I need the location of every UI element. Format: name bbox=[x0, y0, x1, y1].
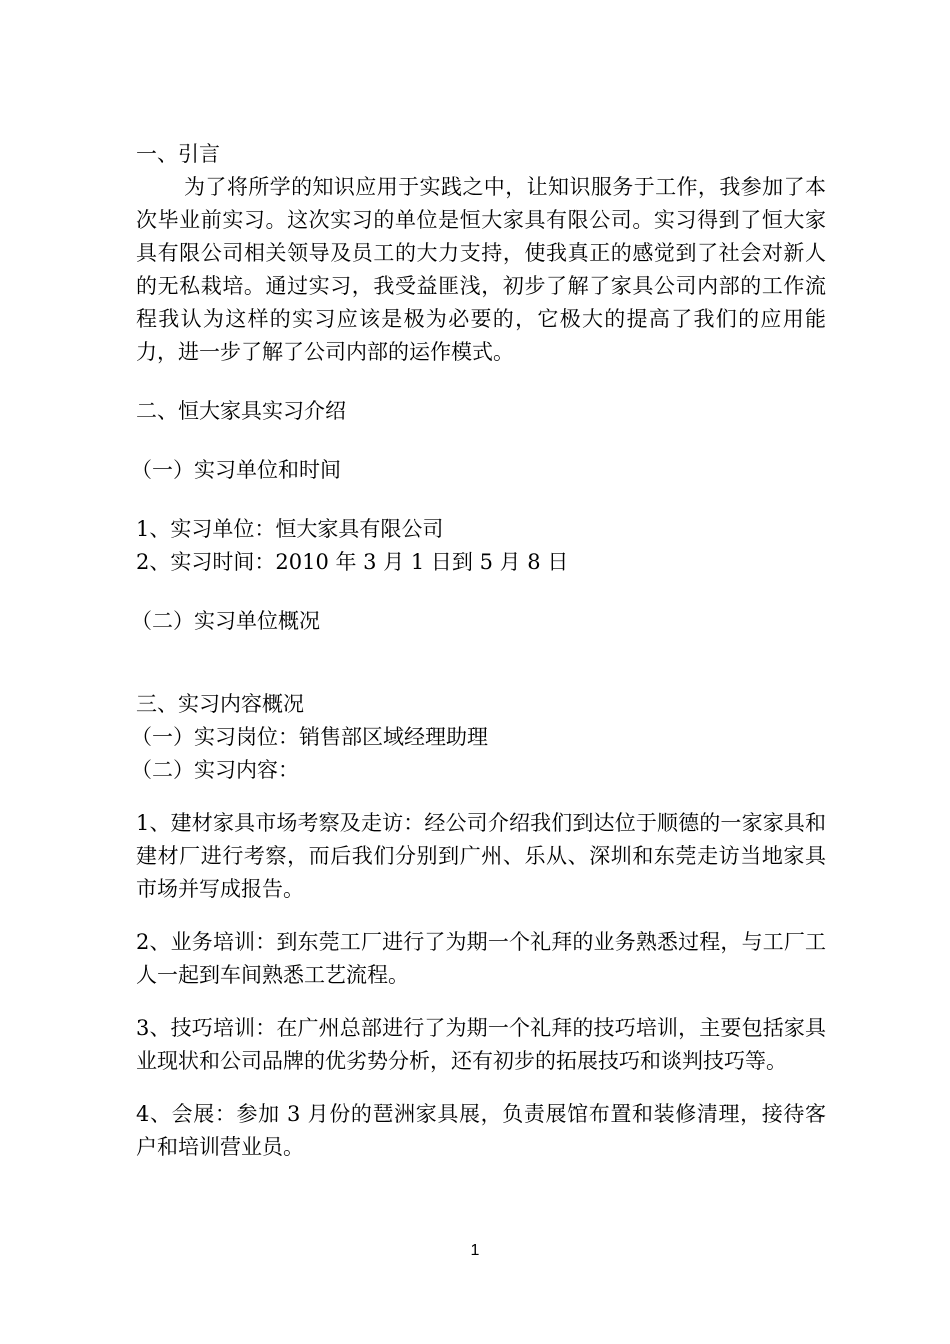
content-item-business-training: 2、业务培训：到东莞工厂进行了为期一个礼拜的业务熟悉过程，与工厂工人一起到车间熟悉工艺流程。 bbox=[136, 930, 826, 987]
item-internship-time: 2、实习时间：2010 年 3 月 1 日到 5 月 8 日 bbox=[136, 550, 569, 574]
subheading-internship-position: （一）实习岗位：销售部区域经理助理 bbox=[131, 725, 488, 749]
section-heading-internship-intro: 二、恒大家具实习介绍 bbox=[136, 399, 346, 423]
document-body bbox=[131, 138, 826, 1164]
section-heading-introduction: 一、引言 bbox=[136, 142, 220, 166]
content-item-market-survey: 1、建材家具市场考察及走访：经公司介绍我们到达位于顺德的一家家具和建材厂进行考察，而后我们分别到广州、乐从、深圳和东莞走访当地家具市场并写成报告。 bbox=[136, 811, 826, 901]
subheading-unit-and-time: （一）实习单位和时间 bbox=[131, 458, 341, 482]
section-heading-content-overview: 三、实习内容概况 bbox=[136, 692, 304, 716]
content-item-exhibition: 4、会展：参加 3 月份的琶洲家具展，负责展馆布置和装修清理，接待客户和培训营业员。 bbox=[136, 1102, 826, 1159]
subheading-internship-content: （二）实习内容： bbox=[131, 758, 299, 782]
introduction-paragraph: 为了将所学的知识应用于实践之中，让知识服务于工作，我参加了本次毕业前实习。这次实习的单位是恒大家具有限公司。实习得到了恒大家具有限公司相关领导及员工的大力支持，使我真正的感觉到了社会对新人的无私栽培。通过实习，我受益匪浅，初步了解了家具公司内部的工作流程我认为这样的实习应该是极为必要的，它极大的提高了我们的应用能力，进一步了解了公司内部的运作模式。 bbox=[136, 175, 826, 364]
content-item-skills-training: 3、技巧培训：在广州总部进行了为期一个礼拜的技巧培训，主要包括家具业现状和公司品牌的优劣势分析，还有初步的拓展技巧和谈判技巧等。 bbox=[136, 1016, 826, 1073]
item-internship-unit: 1、实习单位：恒大家具有限公司 bbox=[136, 517, 444, 541]
page-number: 1 bbox=[470, 1242, 480, 1259]
subheading-unit-overview: （二）实习单位概况 bbox=[131, 609, 320, 633]
